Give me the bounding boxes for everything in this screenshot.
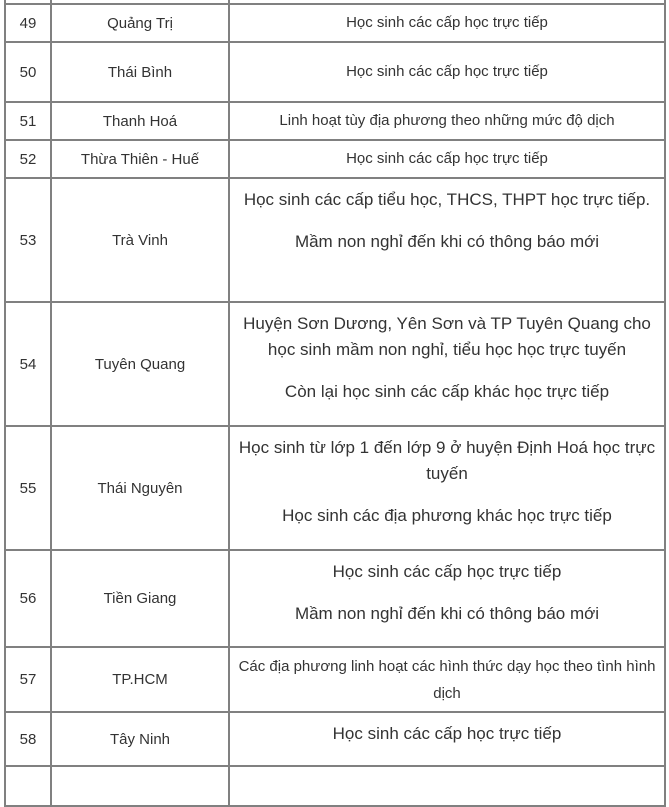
- province-name: Quảng Trị: [51, 4, 229, 42]
- row-number: 49: [5, 4, 51, 42]
- table-row: [5, 102, 665, 140]
- learning-mode-text: Học sinh các cấp tiểu học, THCS, THPT học trực tiếp.: [243, 190, 651, 209]
- table-row: [5, 712, 665, 766]
- row-number: 56: [5, 550, 51, 647]
- learning-mode-text: Mầm non nghỉ đến khi có thông báo mới: [294, 604, 600, 623]
- learning-mode-text: Mầm non nghỉ đến khi có thông báo mới: [294, 232, 600, 251]
- learning-mode: [229, 550, 665, 647]
- learning-mode: [229, 647, 665, 712]
- province-name: Tuyên Quang: [51, 302, 229, 426]
- row-number: 51: [5, 102, 51, 140]
- table-row: [5, 42, 665, 102]
- row-number: 54: [5, 302, 51, 426]
- learning-mode: [229, 766, 665, 806]
- learning-mode-text: Còn lại học sinh các cấp khác học trực tiếp: [284, 382, 610, 401]
- learning-mode: [229, 712, 665, 766]
- learning-mode-text: Học sinh các cấp học trực tiếp: [332, 562, 562, 581]
- learning-mode-text: Học sinh các cấp học trực tiếp: [346, 14, 548, 31]
- learning-mode: [229, 426, 665, 550]
- learning-mode-text: Học sinh từ lớp 1 đến lớp 9 ở huyện Định Hoá học trực tuyến: [238, 438, 656, 483]
- learning-mode: [229, 4, 665, 42]
- table-row: [5, 302, 665, 426]
- province-name: TP.HCM: [51, 647, 229, 712]
- province-name: Trà Vinh: [51, 178, 229, 302]
- learning-mode: [229, 42, 665, 102]
- province-name: Tây Ninh: [51, 712, 229, 766]
- table-row: [5, 766, 665, 806]
- row-number: 58: [5, 712, 51, 766]
- table-row: [5, 4, 665, 42]
- learning-mode-text: Học sinh các cấp học trực tiếp: [332, 724, 562, 743]
- learning-mode: [229, 302, 665, 426]
- table-row: [5, 140, 665, 178]
- province-name: Thái Bình: [51, 42, 229, 102]
- learning-mode: [229, 140, 665, 178]
- province-name: Thanh Hoá: [51, 102, 229, 140]
- row-number: 57: [5, 647, 51, 712]
- row-number: 52: [5, 140, 51, 178]
- learning-mode-text: Các địa phương linh hoạt các hình thức dạy học theo tình hình dịch: [238, 657, 656, 702]
- province-name: Thừa Thiên - Huế: [51, 140, 229, 178]
- learning-mode-text: Huyện Sơn Dương, Yên Sơn và TP Tuyên Quang cho học sinh mầm non nghỉ, tiểu học học trực tuyến: [243, 314, 651, 359]
- table-row: [5, 647, 665, 712]
- row-number: 55: [5, 426, 51, 550]
- province-name: Thái Nguyên: [51, 426, 229, 550]
- learning-mode-text: Linh hoạt tùy địa phương theo những mức độ dịch: [279, 112, 615, 129]
- table-row: [5, 426, 665, 550]
- learning-mode: [229, 178, 665, 302]
- table-row: [5, 550, 665, 647]
- learning-mode-text: Học sinh các cấp học trực tiếp: [346, 150, 548, 167]
- row-number: [5, 766, 51, 806]
- province-schedule-table: [4, 0, 666, 807]
- row-number: 53: [5, 178, 51, 302]
- learning-mode: [229, 102, 665, 140]
- table-row: [5, 178, 665, 302]
- row-number: 50: [5, 42, 51, 102]
- learning-mode-text: Học sinh các cấp học trực tiếp: [346, 63, 548, 80]
- province-name: Tiền Giang: [51, 550, 229, 647]
- learning-mode-text: Học sinh các địa phương khác học trực tiếp: [282, 506, 612, 525]
- province-name: [51, 766, 229, 806]
